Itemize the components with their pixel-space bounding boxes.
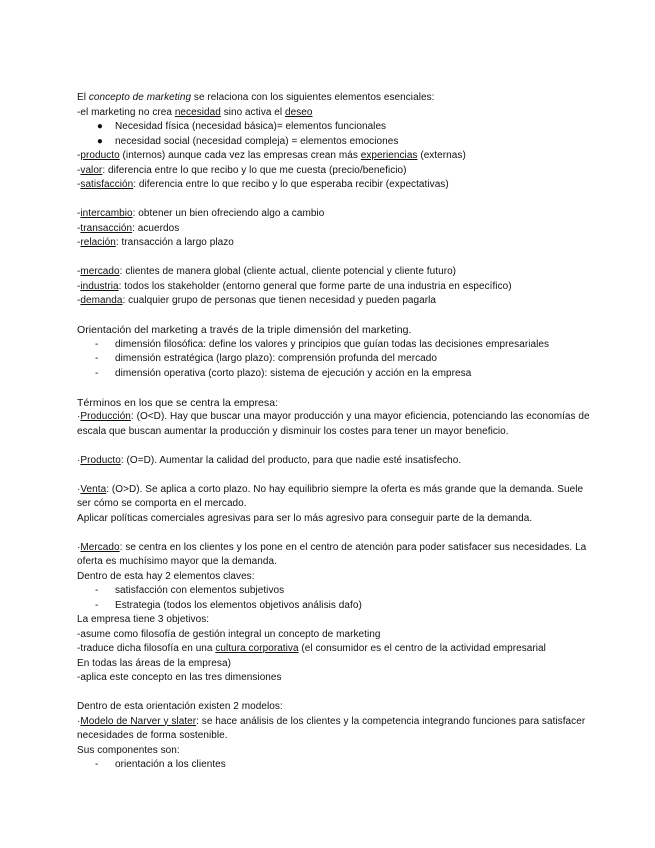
dash-text: dimensión filosófica: define los valores y principios que guían todas las decisiones empresariales — [115, 338, 550, 350]
dash-text: dimensión operativa (corto plazo): sistema de ejecución y acción en la empresa — [115, 367, 472, 379]
spacer — [77, 381, 592, 396]
dash-text: dimensión estratégica (largo plazo): comprensión profunda del mercado — [115, 353, 437, 364]
spacer — [77, 193, 592, 208]
text: : cualquier grupo de personas que tienen necesidad y pueden pagarla — [122, 295, 437, 306]
paragraph-intro — [77, 91, 592, 106]
spacer — [77, 686, 592, 701]
underlined-term: Mercado — [80, 541, 120, 553]
text: - — [77, 237, 81, 248]
text: (externas) — [417, 150, 466, 161]
text: : se centra en los clientes y los pone en el centro de atención para poder satisfacer sus necesidades. La oferta es muchísimo mayor que la demanda. — [77, 541, 587, 567]
text: · — [77, 483, 81, 495]
text: : (O=D). Aumentar la calidad del producto, para que nadie esté insatisfecho. — [120, 454, 462, 466]
dash-text: orientación a los clientes — [115, 759, 226, 770]
spacer — [77, 439, 592, 454]
dash-item — [77, 758, 592, 773]
dash-glyph: - — [95, 585, 99, 596]
paragraph-narver-slater — [77, 715, 592, 744]
underlined-term: producto — [80, 150, 120, 161]
paragraph-line — [77, 642, 592, 657]
text: : se hace análisis de los clientes y la competencia integrando funciones para satisfacer necesidades de forma sostenible. — [77, 715, 586, 741]
paragraph-line — [77, 106, 592, 121]
underlined-term: Venta — [80, 483, 107, 495]
dash-item — [77, 367, 592, 382]
document-page — [77, 91, 592, 773]
paragraph-line — [77, 236, 592, 251]
paragraph-line — [77, 149, 592, 164]
dash-item — [77, 584, 592, 599]
text: - — [77, 208, 81, 219]
section-heading: Términos en los que se centra la empresa: — [77, 396, 279, 409]
spacer — [77, 468, 592, 483]
paragraph-line — [77, 207, 592, 222]
paragraph-line: La empresa tiene 3 objetivos: — [77, 614, 210, 625]
text: · — [77, 541, 81, 553]
paragraph-line: -aplica este concepto en las tres dimensiones — [77, 672, 282, 683]
paragraph-line: -asume como filosofía de gestión integral un concepto de marketing — [77, 628, 381, 640]
underlined-term: relación — [80, 237, 116, 248]
dash-text: Estrategia (todos los elementos objetivos análisis dafo) — [115, 599, 362, 611]
bullet-glyph: ● — [96, 135, 103, 147]
dash-glyph: - — [95, 759, 99, 770]
paragraph-line — [77, 164, 592, 179]
text: : obtener un bien ofreciendo algo a cambio — [132, 208, 325, 219]
paragraph-line — [77, 265, 592, 280]
text: El — [77, 92, 89, 103]
text: : (O>D). Se aplica a corto plazo. No hay equilibrio siempre la oferta es más grande que la demanda. Suele ser cómo se comporta en el mercado. — [77, 483, 584, 509]
text: : clientes de manera global (cliente actual, cliente potencial y cliente futuro) — [119, 266, 457, 277]
paragraph-mercado — [77, 541, 592, 570]
paragraph-venta — [77, 483, 592, 512]
paragraph-line: Sus componentes son: — [77, 744, 180, 756]
text: -traduce dicha filosofía en una — [77, 643, 216, 654]
underlined-term: demanda — [80, 295, 123, 306]
text: : transacción a largo plazo — [115, 237, 234, 248]
text: : diferencia entre lo que recibo y lo que me cuesta (precio/beneficio) — [102, 164, 407, 176]
text: se relaciona con los siguientes elementos esenciales: — [191, 92, 435, 103]
text: - — [77, 222, 81, 234]
underlined-term: Producto — [80, 454, 121, 466]
underlined-term: Modelo de Narver y slater — [80, 715, 197, 727]
underlined-term: satisfacción — [80, 179, 134, 190]
bullet-text: necesidad social (necesidad compleja) = elementos emociones — [115, 135, 399, 147]
text: -el marketing no crea — [77, 106, 175, 118]
text: - — [77, 164, 81, 176]
dash-text: satisfacción con elementos subjetivos — [115, 585, 285, 596]
text: : diferencia entre lo que recibo y lo que esperaba recibir (expectativas) — [133, 179, 449, 190]
underlined-term: cultura corporativa — [215, 643, 299, 654]
text: · — [77, 411, 81, 422]
italic-term: concepto de marketing — [88, 92, 192, 103]
underlined-term: industria — [80, 280, 119, 292]
text: - — [77, 295, 81, 306]
paragraph-line — [77, 178, 592, 193]
underlined-term: necesidad — [174, 106, 221, 118]
spacer — [77, 251, 592, 266]
paragraph-producto — [77, 454, 592, 469]
text: · — [77, 715, 81, 727]
paragraph-line — [77, 280, 592, 295]
bullet-glyph: ● — [96, 121, 103, 132]
paragraph-line — [77, 222, 592, 237]
dash-glyph: - — [95, 338, 99, 350]
paragraph-line: En todas las áreas de la empresa) — [77, 657, 231, 669]
text: - — [77, 266, 81, 277]
underlined-term: deseo — [285, 106, 313, 118]
underlined-term: transacción — [80, 222, 133, 234]
text: (el consumidor es el centro de la actividad empresarial — [298, 643, 546, 654]
paragraph-produccion — [77, 410, 592, 439]
section-heading: Orientación del marketing a través de la triple dimensión del marketing. — [77, 324, 412, 336]
paragraph-line: Aplicar políticas comerciales agresivas para ser lo más agresivo para conseguir parte de la demanda. — [77, 512, 533, 524]
underlined-term: experiencias — [360, 150, 418, 161]
bullet-item — [77, 120, 592, 135]
text: (internos) aunque cada vez las empresas crean más — [119, 150, 361, 161]
spacer — [77, 526, 592, 541]
text: - — [77, 280, 81, 292]
text: · — [77, 454, 81, 466]
underlined-term: Producción — [80, 411, 131, 422]
bullet-item — [77, 135, 592, 150]
paragraph-line: Dentro de esta orientación existen 2 modelos: — [77, 701, 283, 712]
dash-glyph: - — [95, 353, 99, 364]
paragraph-line — [77, 294, 592, 309]
dash-item — [77, 352, 592, 367]
underlined-term: valor — [80, 164, 103, 176]
paragraph-line: Dentro de esta hay 2 elementos claves: — [77, 570, 255, 582]
dash-glyph: - — [95, 599, 99, 611]
dash-item — [77, 599, 592, 614]
dash-item — [77, 338, 592, 353]
bullet-text: Necesidad física (necesidad básica)= elementos funcionales — [115, 121, 387, 132]
text: - — [77, 150, 81, 161]
text: - — [77, 179, 81, 190]
text: : (O<D). Hay que buscar una mayor producción y una mayor eficiencia, potenciando las economías de escala que buscan aumentar la producción y disminuir los costes para tener un mayor beneficio. — [77, 411, 590, 437]
text: : acuerdos — [132, 222, 180, 234]
text: sino activa el — [220, 106, 286, 118]
text: : todos los stakeholder (entorno general que forme parte de una industria en específico) — [118, 280, 512, 292]
underlined-term: intercambio — [80, 208, 133, 219]
dash-glyph: - — [95, 367, 99, 379]
underlined-term: mercado — [80, 266, 120, 277]
spacer — [77, 309, 592, 324]
